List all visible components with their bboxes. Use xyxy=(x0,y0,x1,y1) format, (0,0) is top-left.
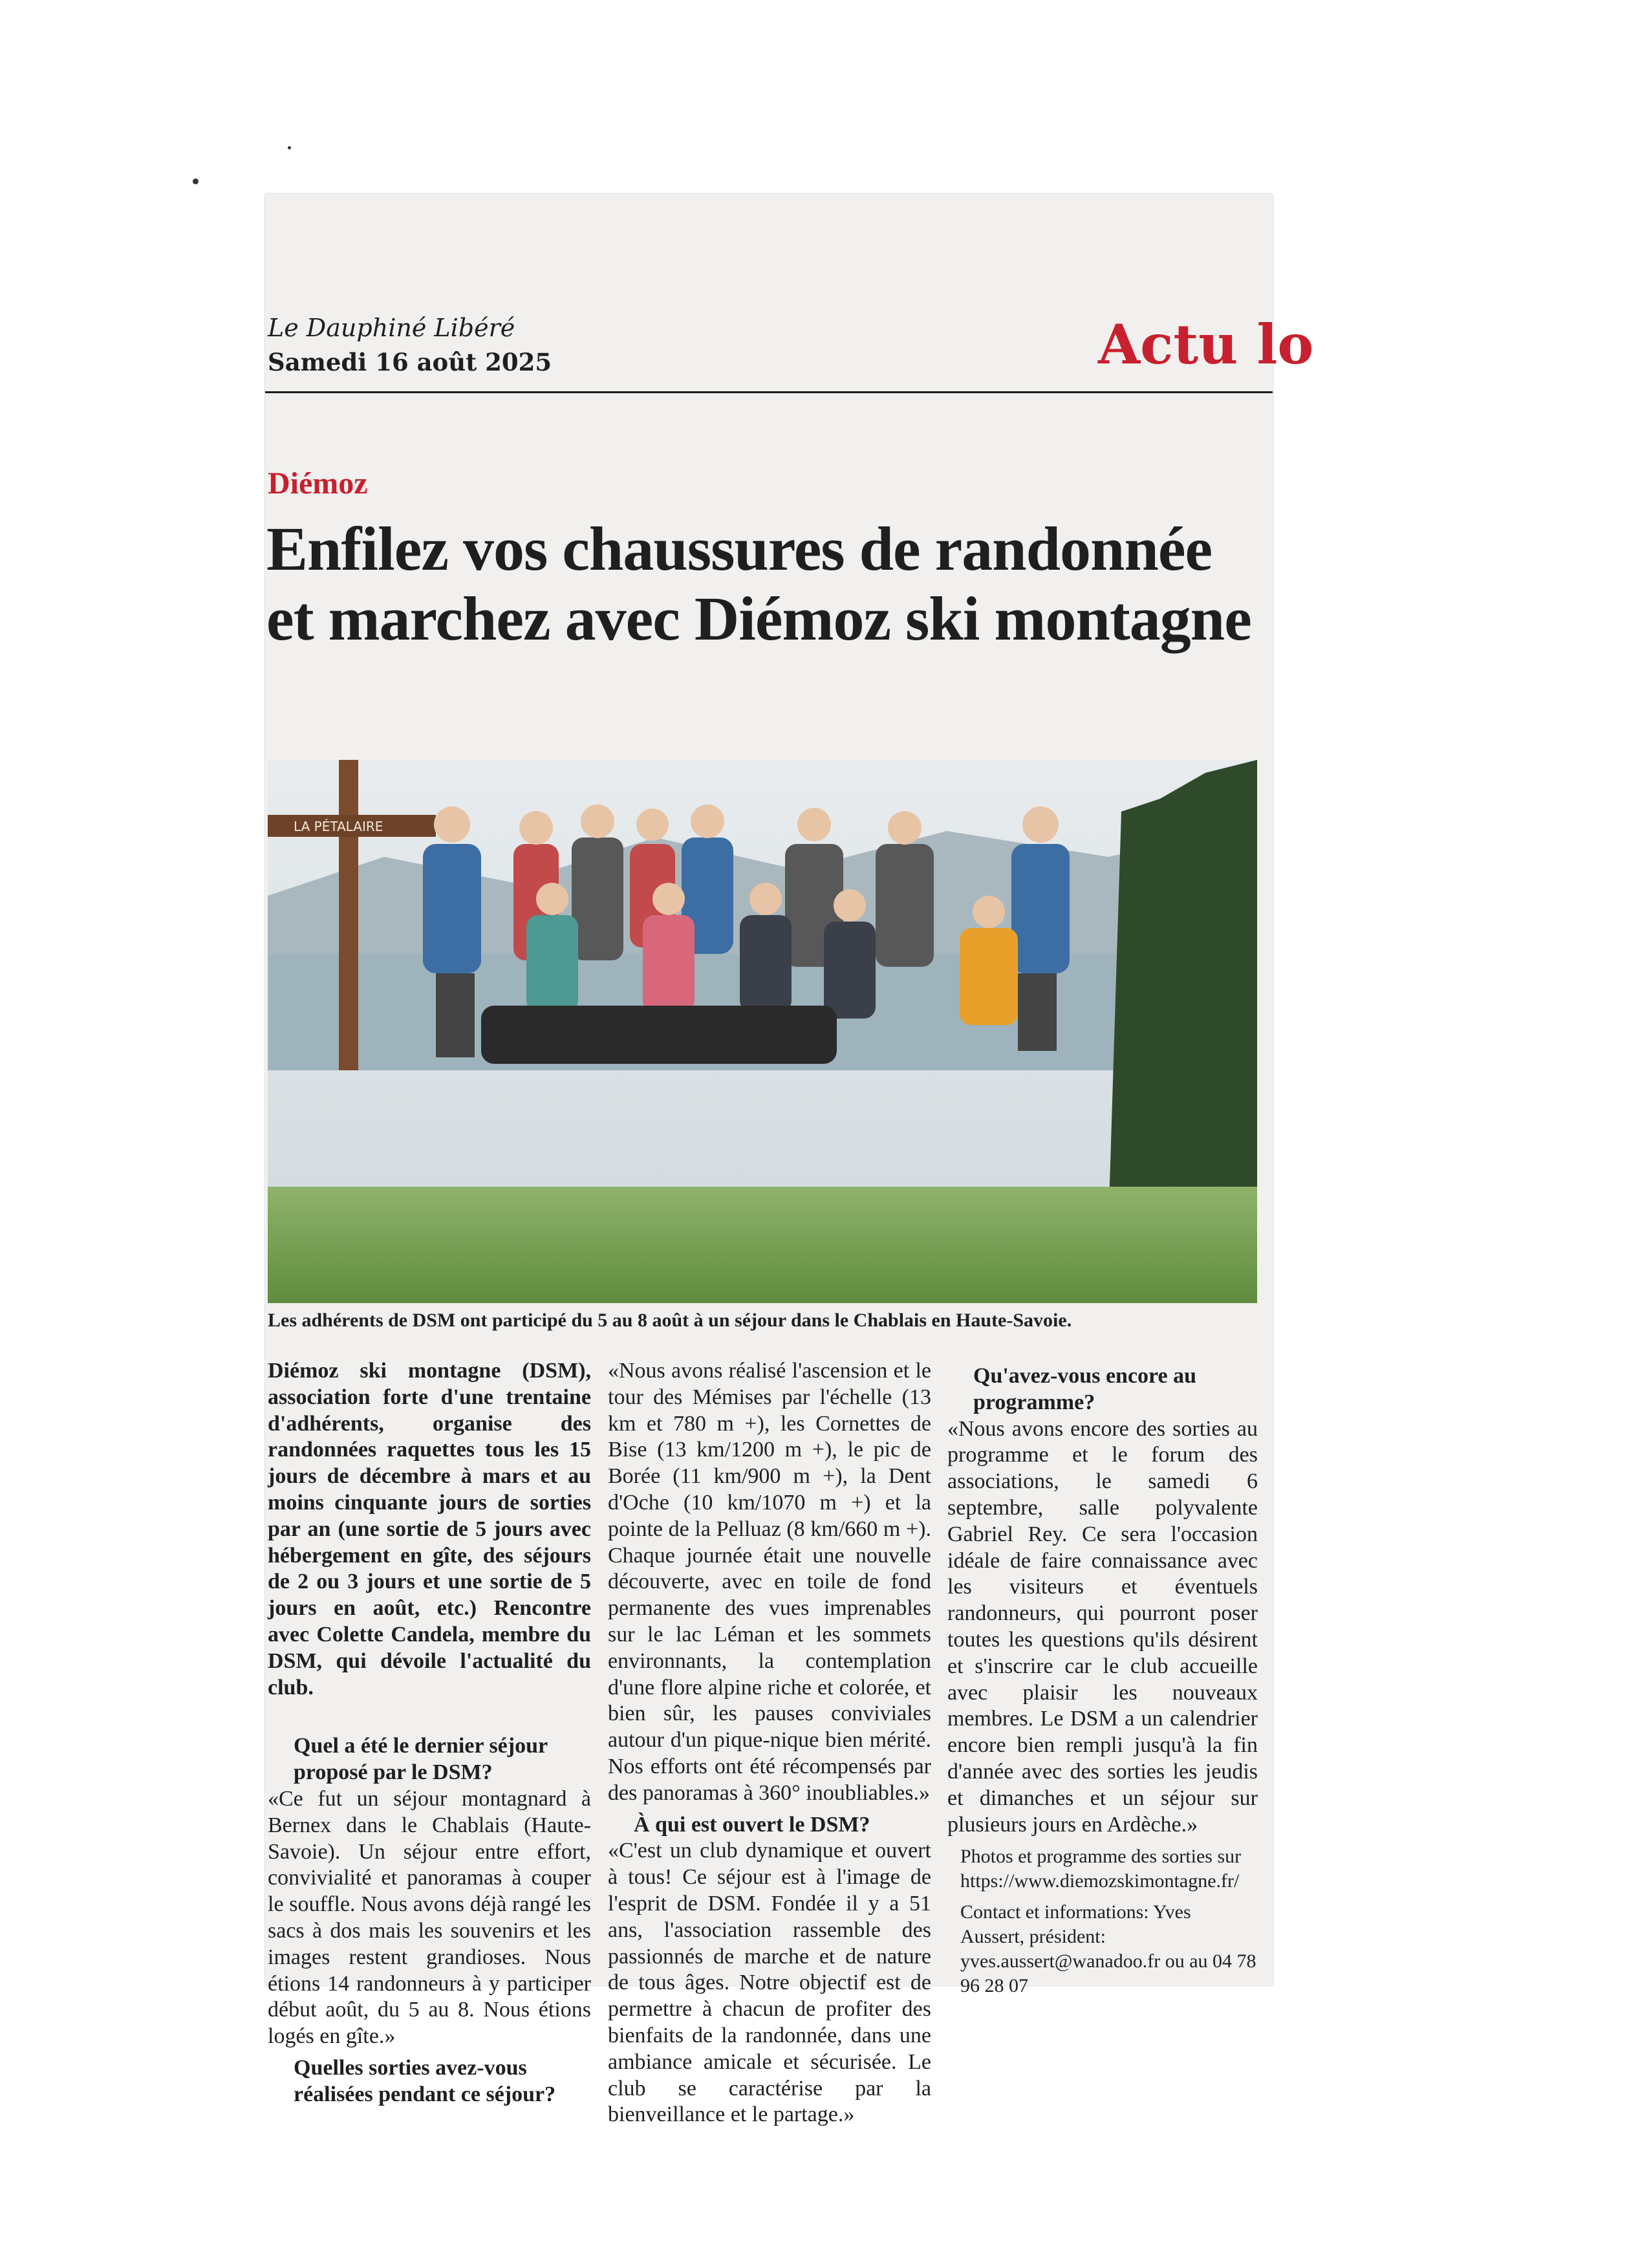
info-website: Photos et programme des sorties sur https://www.diemozskimontagne.fr/ xyxy=(960,1846,1242,1892)
question-3: À qui est ouvert le DSM? xyxy=(634,1812,870,1837)
headline-line-2: et marchez avec Diémoz ski montagne xyxy=(266,584,1251,653)
cross-post xyxy=(339,760,358,1070)
question-2: Quelles sorties avez-vous réalisées pendant ce séjour? xyxy=(294,2055,556,2106)
info-contact: Contact et informations: Yves Aussert, président: yves.aussert@wanadoo.fr ou au 04 78 96 28 07 xyxy=(960,1901,1256,1997)
publication-date: Samedi 16 août 2025 xyxy=(268,348,552,376)
article-lead: Diémoz ski montagne (DSM), association forte d'une trentaine d'adhérents, organise des randonnées raquettes tous les 15 jours de décembre à mars et au moins cinquante jours de sorties par an (une sortie de 5 jours avec hébergement en gîte, des séjours de 2 ou 3 jours et une sortie de 5 jours en août, etc.) Rencontre avec Colette Candela, membre du DSM, qui dévoile l'actualité du club. xyxy=(268,1359,591,1700)
newspaper-clipping xyxy=(265,194,1314,2127)
group-photo xyxy=(268,760,1257,1303)
article-kicker: Diémoz xyxy=(268,466,368,501)
section-title: Actu lo xyxy=(1098,312,1314,376)
answer-1: «Ce fut un séjour montagnard à Bernex dans le Chablais (Haute-Savoie). Un séjour entre effort, convivialité et panoramas à couper le souffle. Nous avons déjà rangé les sacs à dos mais les souvenirs et les images restent grandioses. Nous étions 14 randonneurs à y participer début août, du 5 au 8. Nous étions logés en gîte.» xyxy=(268,1786,591,2049)
article-column-2 xyxy=(608,1358,931,2128)
forest xyxy=(1108,760,1257,1226)
article-column-3 xyxy=(947,1358,1258,1998)
answer-4: «Nous avons encore des sorties au programme et le forum des associations, le samedi 6 septembre, salle polyvalente Gabriel Rey. Ce sera l'occasion idéale de faire connaissance avec les visiteurs et éventuels randonneurs, qui pourront poser toutes les questions qu'ils désirent et s'inscrire car le club accueille avec plaisir les nouveaux membres. Le DSM a un calendrier encore bien rempli jusqu'à la fin d'année avec des sorties les jeudis et dimanches et un séjour sur plusieurs jours en Ardèche.» xyxy=(947,1416,1258,1837)
answer-3: «C'est un club dynamique et ouvert à tous! Ce séjour est à l'image de l'esprit de DSM. Fondée il y a 51 ans, l'association rassemble des passionnés de marche et de nature de tous âges. Notre objectif est de permettre à chacun de profiter des bienfaits de la randonnée, dans une ambiance amicale et sécurisée. Le club se caractérise par la bienveillance et le partage.» xyxy=(608,1839,931,2127)
headline-line-1: Enfilez vos chaussures de randonnée xyxy=(266,514,1212,583)
newspaper-name: Le Dauphiné Libéré xyxy=(268,314,515,342)
question-1: Quel a été le dernier séjour proposé par le DSM? xyxy=(294,1734,548,1785)
meadow xyxy=(268,1187,1257,1303)
question-4: Qu'avez-vous encore au programme? xyxy=(973,1364,1197,1414)
answer-2: «Nous avons réalisé l'ascension et le tour des Mémises par l'échelle (13 km et 780 m +), les Cornettes de Bise (13 km/1200 m +), le pic de Borée (11 km/900 m +), la Dent d'Oche (10 km/1070 m +) et la pointe de la Pelluaz (8 km/660 m +). Chaque journée était une nouvelle découverte, avec en toile de fond permanente des vues imprenables sur le lac Léman et les sommets environnants, la contemplation d'une flore alpine riche et colorée, et bien sûr, les pauses conviviales autour d'un pique-nique bien mérité. Nos efforts ont été récompensés par des panoramas à 360° inoubliables.» xyxy=(608,1359,931,1805)
scan-speck xyxy=(288,146,291,149)
article-column-1 xyxy=(268,1358,591,2108)
article-headline xyxy=(266,514,1269,654)
scan-speck xyxy=(193,178,199,184)
header-rule xyxy=(265,391,1273,393)
cross-sign-text: LA PÉTALAIRE xyxy=(294,819,383,834)
photo-caption: Les adhérents de DSM ont participé du 5 au 8 août à un séjour dans le Chablais en Haute-Savoie. xyxy=(268,1310,1072,1331)
